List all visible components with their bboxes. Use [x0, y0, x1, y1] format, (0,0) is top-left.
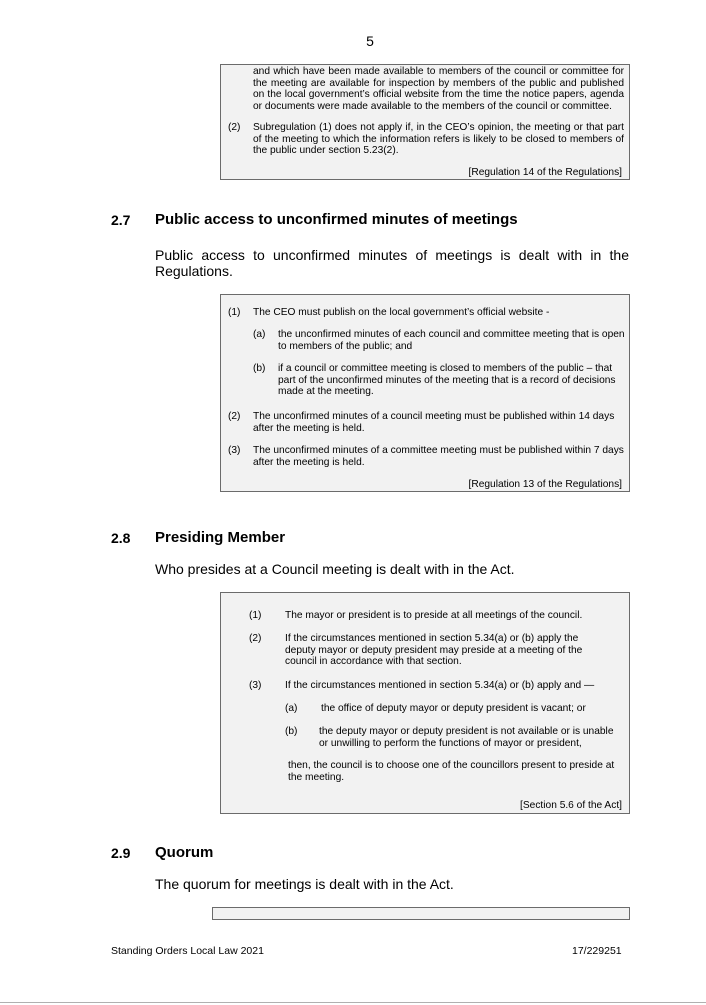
regulation-14-box: [220, 64, 630, 180]
section-5-6-closing-text: then, the council is to choose one of the councillors present to preside at the meeting.: [288, 760, 615, 783]
regulation-13-item-1-text: The CEO must publish on the local government’s official website -: [253, 307, 550, 318]
regulation-14-item-2-text: Subregulation (1) does not apply if, in the CEO’s opinion, the meeting or that part of the meeting to which the information refers is likely to be closed to members of the public under section 5.23(2).: [253, 122, 624, 157]
page-bottom-divider: [0, 1002, 706, 1003]
section-5-6-item-2-number: (2): [249, 633, 262, 644]
regulation-13-sub-a-text: the unconfirmed minutes of each council and committee meeting that is open to members of the public; and: [278, 329, 625, 352]
section-5-6-sub-b-number: (b): [285, 726, 298, 737]
section-5-6-item-1-text: The mayor or president is to preside at all meetings of the council.: [285, 610, 583, 621]
regulation-13-item-2-number: (2): [228, 411, 241, 422]
section-5-6-box: [220, 592, 630, 814]
regulation-13-citation: [Regulation 13 of the Regulations]: [468, 479, 622, 490]
section-5-6-item-1-number: (1): [249, 610, 262, 621]
regulation-13-sub-a-number: (a): [253, 329, 266, 340]
footer-title: Standing Orders Local Law 2021: [111, 945, 264, 957]
regulation-13-item-1-number: (1): [228, 307, 241, 318]
section-5-6-item-3-number: (3): [249, 680, 262, 691]
section-5-6-sub-a-text: the office of deputy mayor or deputy president is vacant; or: [321, 703, 586, 714]
regulation-14-citation: [Regulation 14 of the Regulations]: [468, 167, 622, 178]
regulation-13-item-3-number: (3): [228, 445, 241, 456]
section-2-9-body: The quorum for meetings is dealt with in the Act.: [155, 876, 454, 892]
regulation-14-item-2-number: (2): [228, 122, 241, 133]
section-5-6-item-3-text: If the circumstances mentioned in section 5.34(a) or (b) apply and —: [285, 680, 595, 691]
section-2-9-title: Quorum: [155, 844, 214, 861]
section-2-8-title: Presiding Member: [155, 529, 286, 546]
regulation-13-item-3-text: The unconfirmed minutes of a committee meeting must be published within 7 days after the meeting is held.: [253, 445, 624, 468]
regulation-13-sub-b-number: (b): [253, 363, 266, 374]
section-5-6-sub-b-text: the deputy mayor or deputy president is not available or is unable or unwilling to perform the functions of mayor or president,: [319, 726, 614, 749]
page-number: 5: [366, 33, 374, 49]
section-5-6-sub-a-number: (a): [285, 703, 298, 714]
quorum-box: [212, 907, 630, 920]
section-2-7-number: 2.7: [111, 212, 131, 228]
regulation-13-item-2-text: The unconfirmed minutes of a council meeting must be published within 14 days after the meeting is held.: [253, 411, 615, 434]
section-2-7-body: Public access to unconfirmed minutes of meetings is dealt with in the Regulations.: [155, 247, 629, 279]
footer-document-number: 17/229251: [572, 945, 622, 957]
section-2-9-number: 2.9: [111, 845, 131, 861]
regulation-13-box: [220, 294, 630, 492]
regulation-14-continued-text: and which have been made available to members of the council or committee for the meeting are available for inspection by members of the public and published on the local government’s official website from the time the notice papers, agenda or documents were made available to the members of the council or committee.: [253, 66, 624, 112]
section-2-8-body: Who presides at a Council meeting is dealt with in the Act.: [155, 561, 515, 577]
regulation-13-sub-b-text: if a council or committee meeting is closed to members of the public – that part of the unconfirmed minutes of the meeting that is a record of decisions made at the meeting.: [278, 363, 616, 398]
section-2-8-number: 2.8: [111, 530, 131, 546]
section-5-6-item-2-text: If the circumstances mentioned in section 5.34(a) or (b) apply the deputy mayor or deputy president may preside at a meeting of the council in accordance with that section.: [285, 633, 583, 668]
section-5-6-citation: [Section 5.6 of the Act]: [520, 800, 622, 811]
section-2-7-title: Public access to unconfirmed minutes of meetings: [155, 211, 518, 228]
